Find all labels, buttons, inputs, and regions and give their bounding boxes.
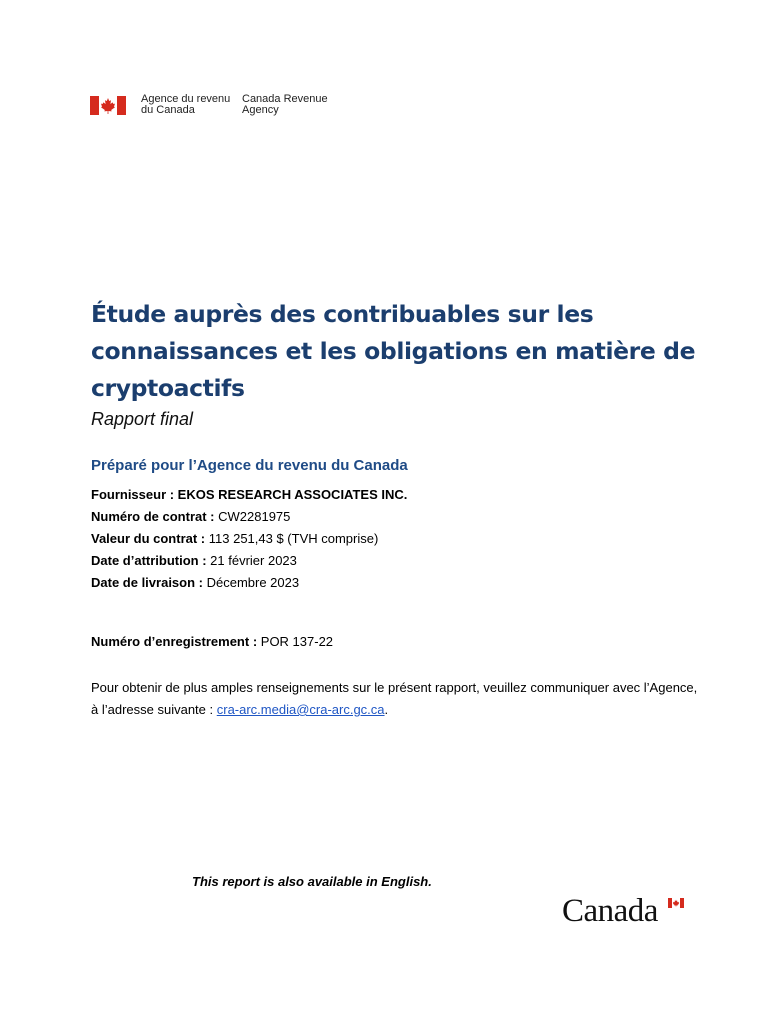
- agency-en-line1: Canada Revenue: [242, 93, 328, 105]
- report-subtitle: Rapport final: [91, 409, 194, 429]
- wordmark-flag-icon: [668, 898, 684, 908]
- detail-delivery-date: Date de livraison : Décembre 2023: [91, 575, 300, 590]
- detail-contract-number: Numéro de contrat : CW2281975: [91, 509, 291, 524]
- agency-fr-line1: Agence du revenu: [141, 93, 231, 105]
- prepared-for: Préparé pour l’Agence du revenu du Canada: [91, 457, 408, 474]
- agency-en-line2: Agency: [242, 104, 279, 116]
- contact-paragraph: Pour obtenir de plus amples renseignements sur le présent rapport, veuillez communiquer avec l’Agence, à l’adresse suivante : cra-arc.media@cra-arc.gc.ca.: [91, 680, 698, 717]
- detail-award-date: Date d’attribution : 21 février 2023: [91, 553, 297, 568]
- detail-supplier: Fournisseur : EKOS RESEARCH ASSOCIATES INC.: [91, 487, 408, 502]
- canada-flag-icon: [90, 96, 126, 115]
- maple-leaf-icon: [99, 96, 117, 115]
- contract-details: [91, 484, 407, 594]
- registration-number: Numéro d’enregistrement : POR 137-22: [91, 634, 334, 649]
- agency-name-french: [141, 94, 236, 116]
- report-title: Étude auprès des contribuables sur les connaissances et les obligations en matière de cryptoactifs: [91, 300, 696, 402]
- english-availability-note: This report is also available in English.: [192, 874, 432, 889]
- detail-contract-value: Valeur du contrat : 113 251,43 $ (TVH comprise): [91, 531, 379, 546]
- agency-name-english: [242, 94, 337, 116]
- contact-email-link[interactable]: cra-arc.media@cra-arc.gc.ca: [216, 702, 385, 717]
- government-header: [90, 94, 337, 116]
- agency-fr-line2: du Canada: [141, 104, 195, 116]
- canada-wordmark: Canada: [562, 893, 658, 929]
